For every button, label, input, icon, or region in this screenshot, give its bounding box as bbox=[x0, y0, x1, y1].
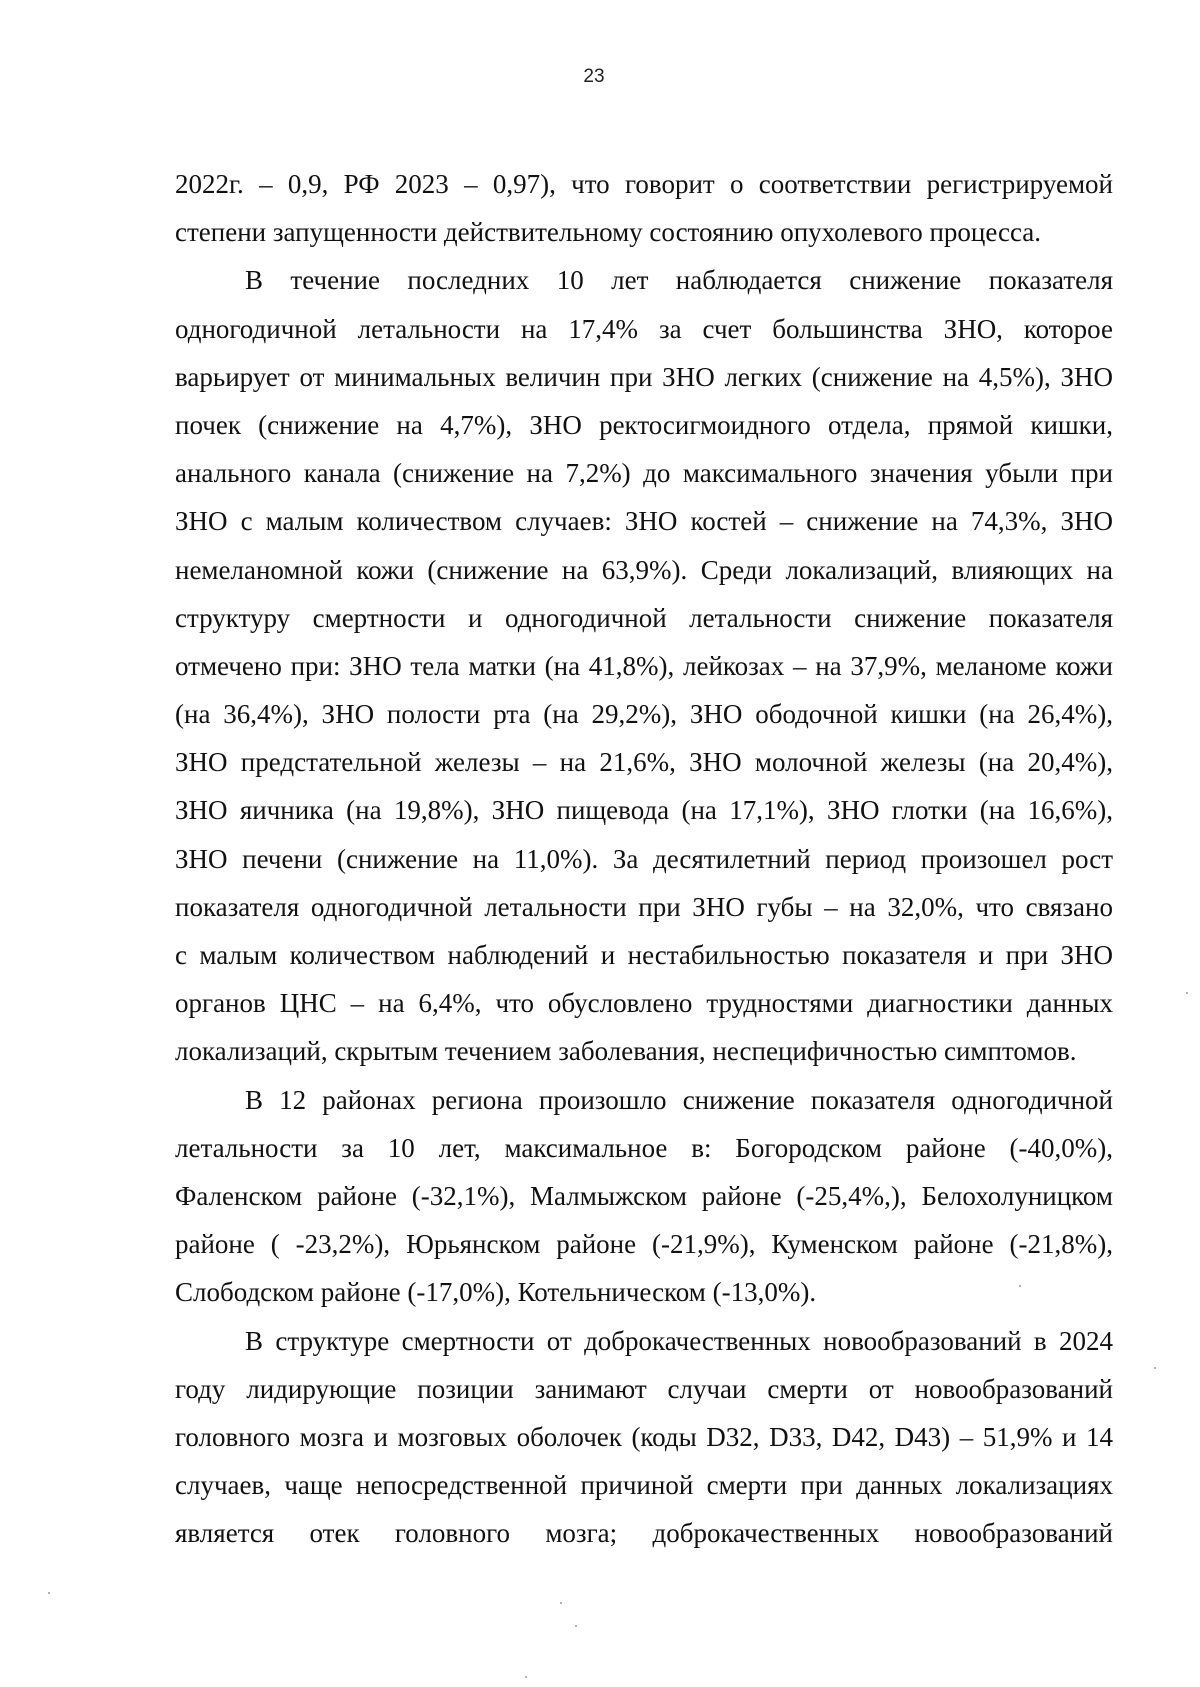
text-line: В структуре смертности от доброкачественных новообразований в 2024 bbox=[245, 1325, 1113, 1356]
text-line: В 12 районах региона произошло снижение показателя одногодичной bbox=[245, 1084, 1113, 1115]
text-line: случаев, чаще непосредственной причиной смерти при данных локализациях bbox=[175, 1470, 1113, 1501]
text-line: немеланомной кожи (снижение на 63,9%). Среди локализаций, влияющих на bbox=[175, 554, 1113, 585]
text-line: (на 36,4%), ЗНО полости рта (на 29,2%), ЗНО ободочной кишки (на 26,4%), bbox=[175, 699, 1113, 730]
text-line: районе ( -23,2%), Юрьянском районе (-21,9%), Куменском районе (-21,8%), bbox=[175, 1229, 1113, 1260]
text-line: почек (снижение на 4,7%), ЗНО ректосигмоидного отдела, прямой кишки, bbox=[175, 409, 1113, 440]
paragraph-4 bbox=[175, 1317, 1113, 1558]
page-number: 23 bbox=[583, 66, 605, 87]
text-line: году лидирующие позиции занимают случаи смерти от новообразований bbox=[175, 1373, 1113, 1404]
text-line: варьирует от минимальных величин при ЗНО легких (снижение на 4,5%), ЗНО bbox=[175, 361, 1113, 392]
scan-speck bbox=[1186, 992, 1188, 994]
text-line: летальности за 10 лет, максимальное в: Богородском районе (-40,0%), bbox=[175, 1132, 1113, 1163]
scan-speck bbox=[525, 1676, 527, 1678]
text-line: ЗНО печени (снижение на 11,0%). За десятилетний период произошел рост bbox=[175, 843, 1113, 874]
scan-speck bbox=[48, 1592, 50, 1594]
text-line: ЗНО яичника (на 19,8%), ЗНО пищевода (на 17,1%), ЗНО глотки (на 16,6%), bbox=[175, 795, 1113, 826]
text-line: с малым количеством наблюдений и нестабильностью показателя и при ЗНО bbox=[175, 940, 1113, 970]
text-line: ЗНО предстательной железы – на 21,6%, ЗНО молочной железы (на 20,4%), bbox=[175, 747, 1113, 778]
text-line: анального канала (снижение на 7,2%) до максимального значения убыли при bbox=[175, 458, 1113, 489]
scan-speck bbox=[1154, 1367, 1156, 1369]
text-line: Фаленском районе (-32,1%), Малмыжском районе (-25,4%,), Белохолуницком bbox=[175, 1180, 1113, 1211]
text-line: локализаций, скрытым течением заболевания, неспецифичностью симптомов. bbox=[175, 1036, 1077, 1067]
text-line: В течение последних 10 лет наблюдается снижение показателя bbox=[245, 265, 1113, 296]
text-line: одногодичной летальности на 17,4% за счет большинства ЗНО, которое bbox=[175, 313, 1113, 344]
text-line: отмечено при: ЗНО тела матки (на 41,8%), лейкозах – на 37,9%, меланоме кожи bbox=[175, 650, 1113, 681]
paragraph-1 bbox=[175, 160, 1113, 256]
text-line: структуру смертности и одногодичной летальности снижение показателя bbox=[175, 602, 1113, 633]
paragraph-3 bbox=[175, 1076, 1113, 1317]
text-line: показателя одногодичной летальности при ЗНО губы – на 32,0%, что связано bbox=[175, 891, 1113, 922]
scan-speck bbox=[560, 1602, 562, 1604]
text-line: является отек головного мозга; доброкачественных новообразований bbox=[175, 1518, 1113, 1549]
text-line: 2022г. – 0,9, РФ 2023 – 0,97), что говорит о соответствии регистрируемой bbox=[175, 169, 1113, 199]
text-line: ЗНО с малым количеством случаев: ЗНО костей – снижение на 74,3%, ЗНО bbox=[175, 506, 1113, 537]
scan-speck bbox=[1019, 1285, 1021, 1287]
paragraph-2 bbox=[175, 256, 1113, 1075]
text-line: головного мозга и мозговых оболочек (коды D32, D33, D42, D43) – 51,9% и 14 bbox=[175, 1421, 1113, 1452]
scan-speck bbox=[575, 1625, 577, 1627]
text-line: Слободском районе (-17,0%), Котельническом (-13,0%). bbox=[175, 1277, 817, 1308]
text-line: органов ЦНС – на 6,4%, что обусловлено трудностями диагностики данных bbox=[175, 988, 1113, 1019]
body-text bbox=[175, 160, 1113, 1557]
text-line: степени запущенности действительному состоянию опухолевого процесса. bbox=[175, 217, 1042, 248]
